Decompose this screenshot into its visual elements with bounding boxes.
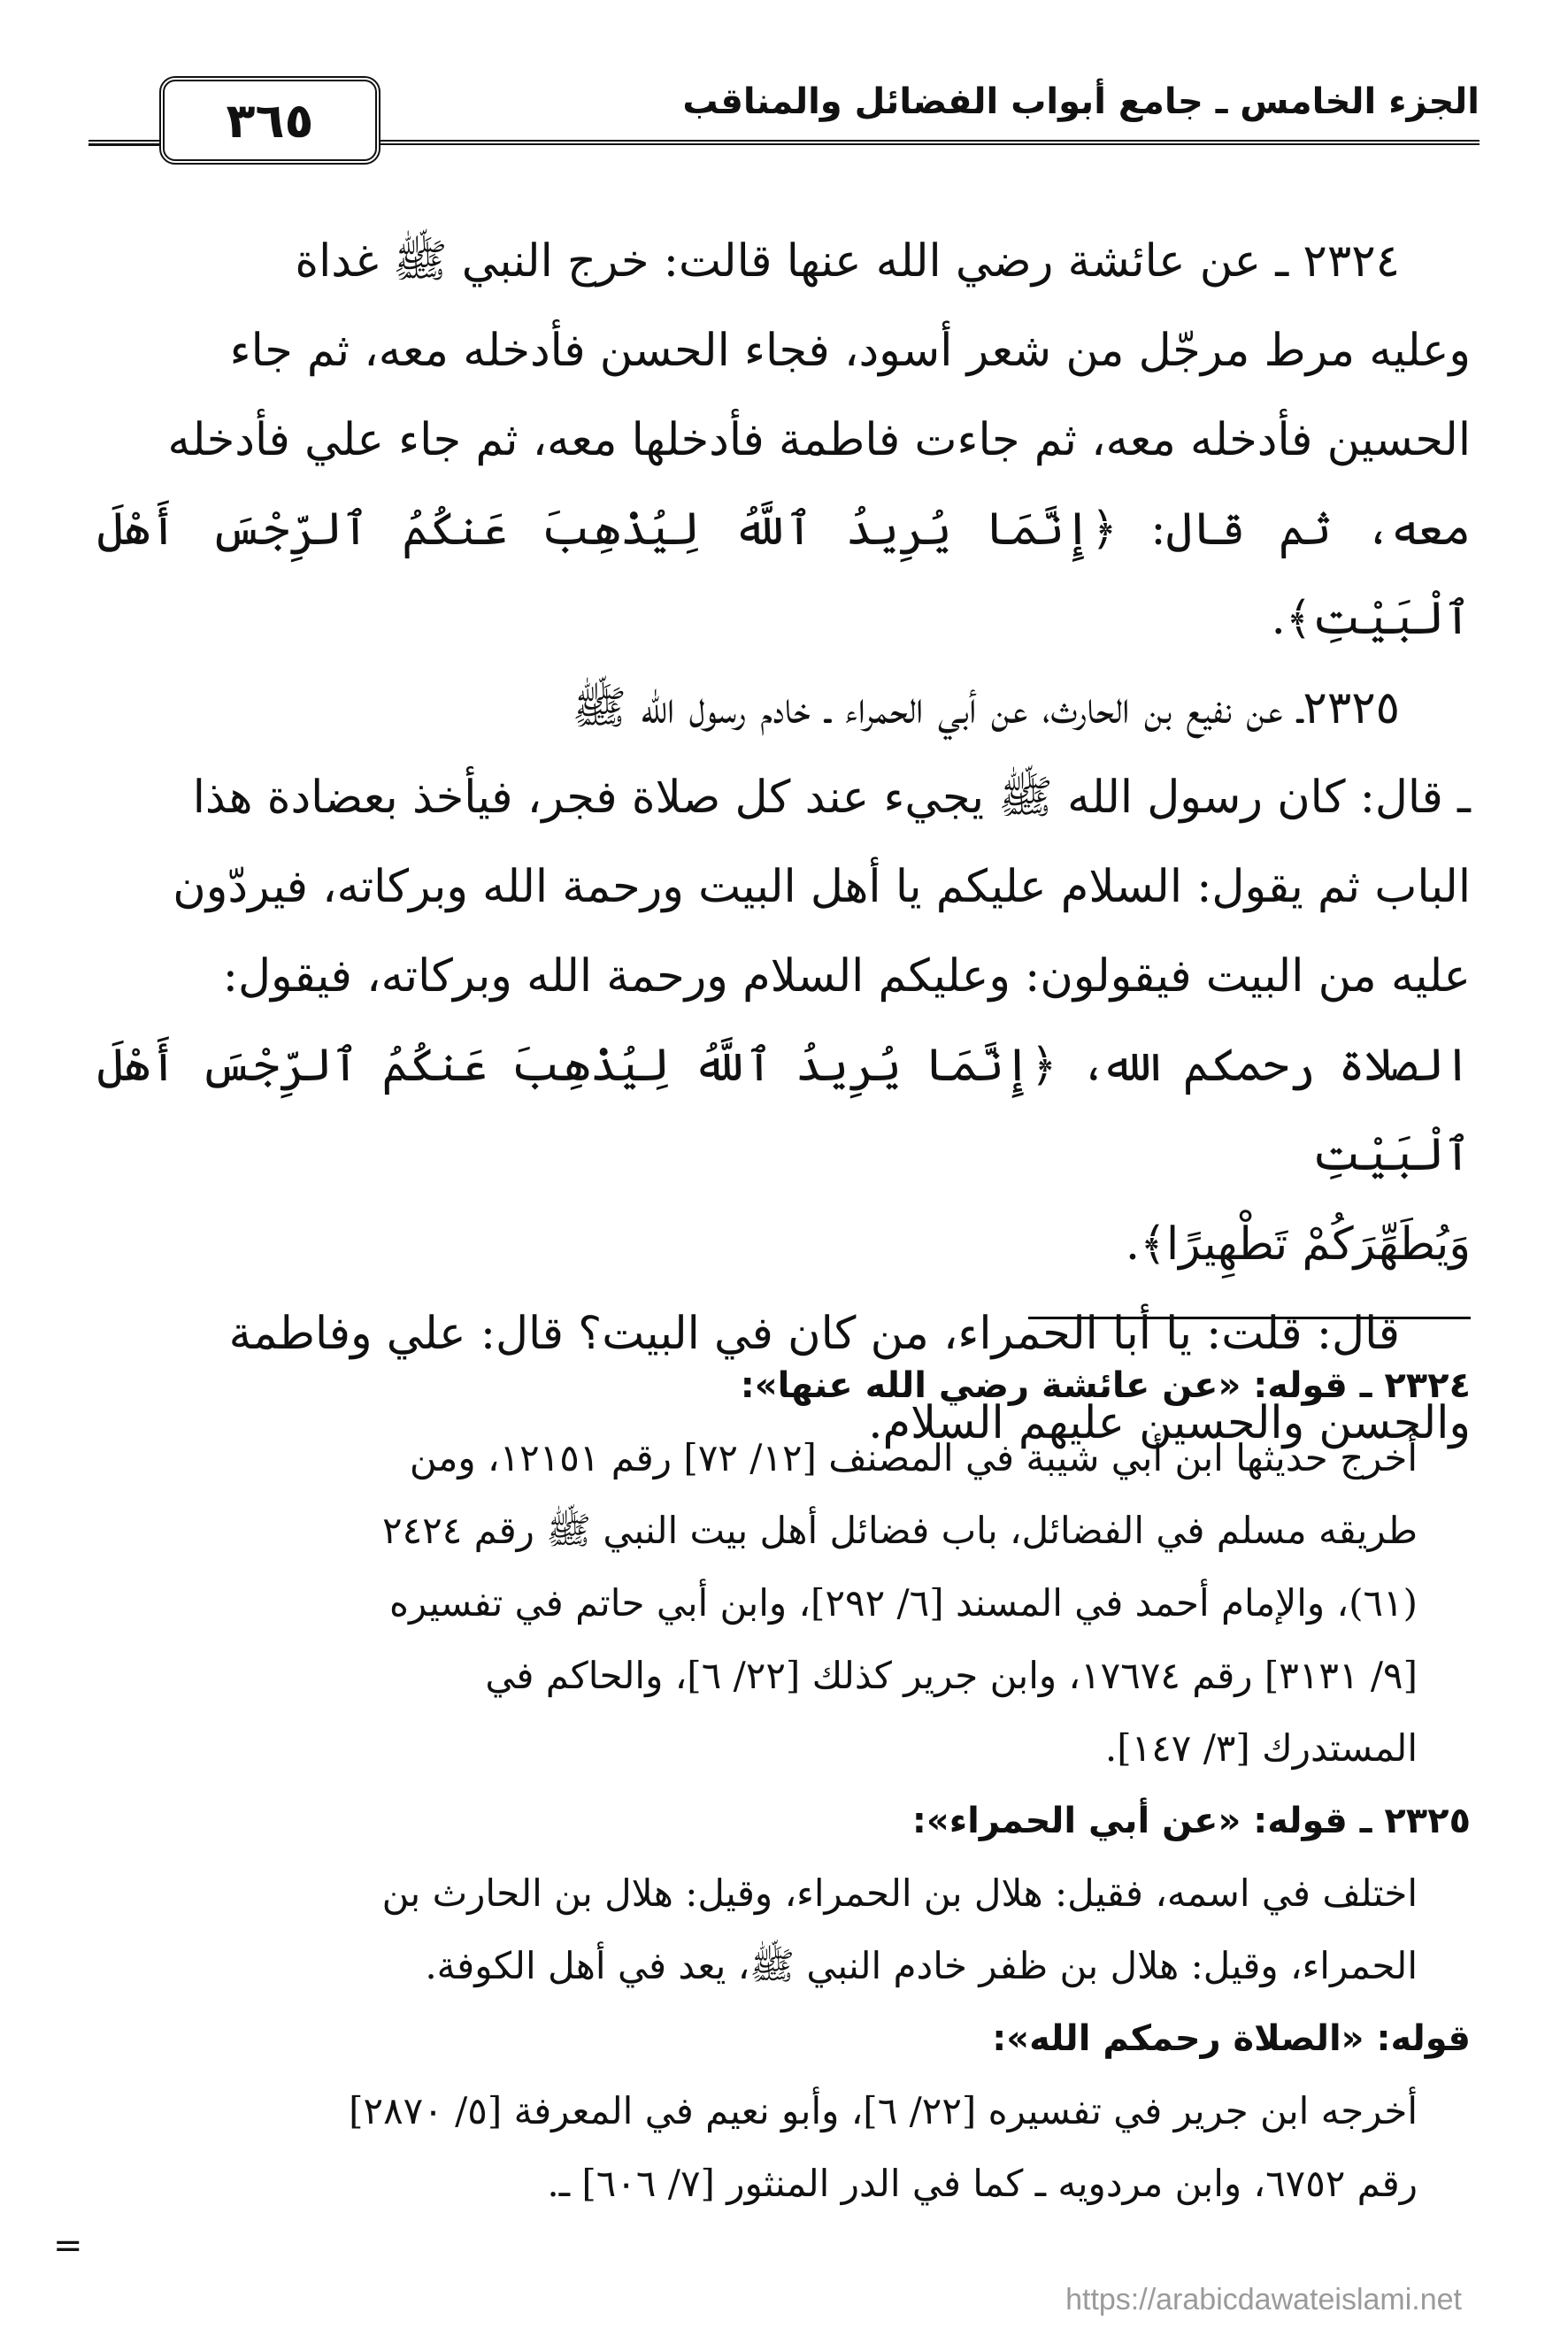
footnote-line: [٩/ ٣١٣١] رقم ١٧٦٧٤، وابن جرير كذلك [٢٢/ ٦]، والحاكم في [485, 1654, 1418, 1697]
watermark-url: https://arabicdawateislami.net [1065, 2283, 1462, 2316]
footnote-heading: ٢٣٢٥ ـ قوله: «عن أبي الحمراء»: [911, 1801, 1471, 1841]
text-line: معه، ثم قال: ﴿إِنَّمَا يُرِيدُ ٱللَّهُ لِيُذْهِبَ عَنكُمُ ٱلرِّجْسَ أَهْلَ ٱلْبَيْتِ﴾. [97, 503, 1471, 645]
text-line: ـ قال: كان رسول الله ﷺ يجيء عند كل صلاة فجر، فيأخذ بعضادة هذا [192, 772, 1471, 824]
text-line: ٢٣٢٤ ـ عن عائشة رضي الله عنها قالت: خرج النبي ﷺ غداة [295, 235, 1400, 288]
text-line: الحسين فأدخله معه، ثم جاءت فاطمة فأدخلها معه، ثم جاء علي فأدخله [167, 414, 1471, 466]
text-line: الصلاة رحمكم الله، ﴿إِنَّمَا يُرِيدُ ٱللَّهُ لِيُذْهِبَ عَنكُمُ ٱلرِّجْسَ أَهْلَ ٱلْبَيْتِ [97, 1040, 1471, 1181]
main-text [97, 217, 1471, 1468]
footnote-line: أخرجه ابن جرير في تفسيره [٢٢/ ٦]، وأبو نعيم في المعرفة [٥/ ٢٨٧٠] [349, 2089, 1418, 2132]
text-line: وعليه مرط مرجّل من شعر أسود، فجاء الحسن فأدخله معه، ثم جاء [229, 325, 1471, 377]
footnote-line: أخرج حديثها ابن أبي شيبة في المصنف [١٢/ ٧٢] رقم ١٢١٥١، ومن [409, 1436, 1418, 1479]
hadith-2324 [97, 217, 1471, 664]
continuation-marker: = [53, 2225, 83, 2266]
text-line: وَيُطَهِّرَكُمْ تَطْهِيرًا﴾. [1125, 1218, 1471, 1271]
text-line: والحسن والحسين عليهم السلام. [868, 1397, 1471, 1449]
running-title: الجزء الخامس ـ جامع أبواب الفضائل والمناقب [682, 81, 1480, 122]
hadith-2325 [97, 664, 1471, 1468]
footnote-line: طريقه مسلم في الفضائل، باب فضائل أهل بيت النبي ﷺ رقم ٢٤٢٤ [382, 1509, 1418, 1552]
text-line: عليه من البيت فيقولون: وعليكم السلام ورحمة الله وبركاته، فيقول: [222, 950, 1471, 1003]
text-line: ٢٣٢٥ـ عن نفيع بن الحارث، عن أبي الحمراء ـ خادم رسول الله ﷺ [572, 682, 1400, 734]
footnote-line: المستدرك [٣/ ١٤٧]. [1104, 1726, 1418, 1770]
footnotes [97, 1349, 1471, 2220]
footnote-line: اختلف في اسمه، فقيل: هلال بن الحمراء، وقيل: هلال بن الحارث بن [381, 1871, 1418, 1915]
footnote-line: الحمراء، وقيل: هلال بن ظفر خادم النبي ﷺ، يعد في أهل الكوفة. [425, 1944, 1418, 1987]
footnote-separator [1028, 1317, 1471, 1319]
footnote-line: رقم ٦٧٥٢، وابن مردويه ـ كما في الدر المنثور [٧/ ٦٠٦] ـ. [547, 2162, 1418, 2205]
text-line: قال: قلت: يا أبا الحمراء، من كان في البيت؟ قال: علي وفاطمة [228, 1308, 1400, 1360]
footnote-heading: قوله: «الصلاة رحمكم الله»: [992, 2018, 1471, 2059]
footnote-line: (٦١)، والإمام أحمد في المسند [٦/ ٢٩٢]، وابن أبي حاتم في تفسيره [389, 1581, 1418, 1625]
page-header [88, 62, 1480, 168]
footnote-heading: ٢٣٢٤ ـ قوله: «عن عائشة رضي الله عنها»: [740, 1365, 1471, 1406]
page-number: ٣٦٥ [159, 76, 380, 165]
text-line: الباب ثم يقول: السلام عليكم يا أهل البيت ورحمة الله وبركاته، فيردّون [173, 861, 1471, 913]
header-rule-left [88, 143, 159, 146]
